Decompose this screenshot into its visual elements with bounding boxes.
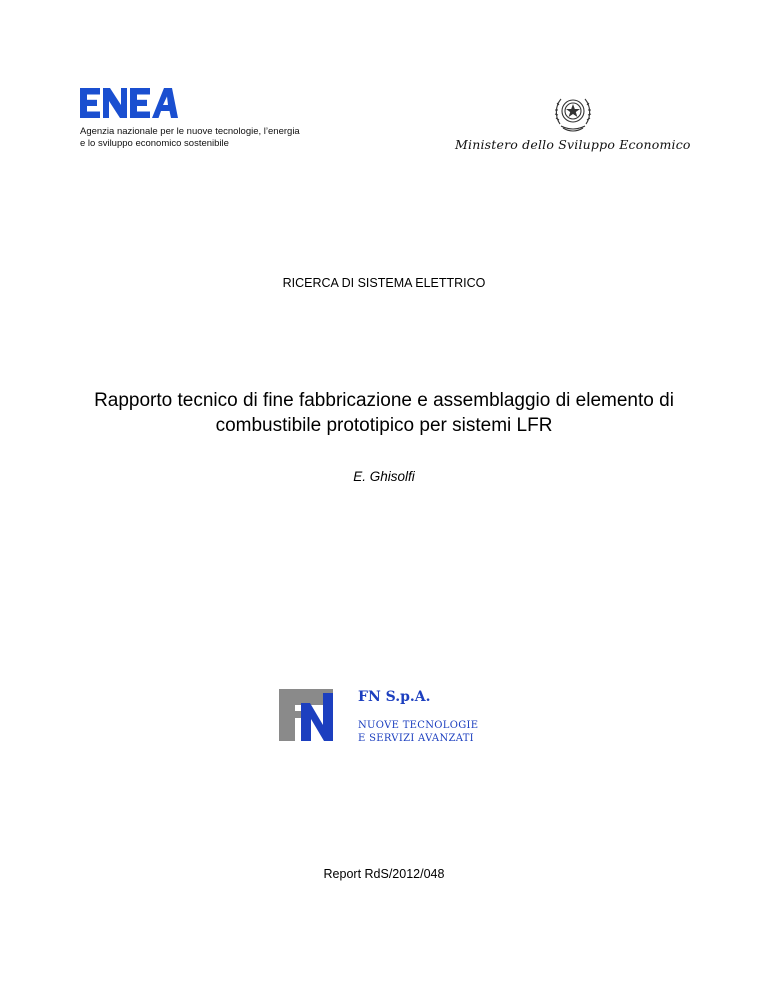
enea-caption bbox=[80, 126, 300, 150]
italian-republic-emblem-icon bbox=[552, 90, 594, 134]
fn-logo-icon bbox=[279, 689, 333, 741]
report-id: Report RdS/2012/048 bbox=[323, 867, 445, 881]
fn-tagline-line1: NUOVE TECNOLOGIE bbox=[358, 720, 479, 731]
enea-caption-line1: Agenzia nazionale per le nuove tecnologie, l’energia bbox=[80, 126, 300, 137]
ministero-name: Ministero dello Sviluppo Economico bbox=[455, 137, 691, 152]
fn-tagline bbox=[358, 719, 478, 745]
enea-header bbox=[80, 88, 300, 150]
title-line-1: Rapporto tecnico di fine fabbricazione e assemblaggio di elemento di bbox=[94, 390, 674, 411]
document-title bbox=[60, 388, 708, 438]
enea-logo bbox=[80, 88, 178, 118]
fn-company-name: FN S.p.A. bbox=[358, 689, 431, 705]
program-title: RICERCA DI SISTEMA ELETTRICO bbox=[282, 276, 486, 290]
author: E. Ghisolfi bbox=[353, 469, 415, 484]
title-line-2: combustibile prototipico per sistemi LFR bbox=[215, 415, 553, 436]
fn-tagline-line2: E SERVIZI AVANZATI bbox=[358, 733, 474, 744]
enea-caption-line2: e lo sviluppo economico sostenibile bbox=[80, 138, 229, 149]
